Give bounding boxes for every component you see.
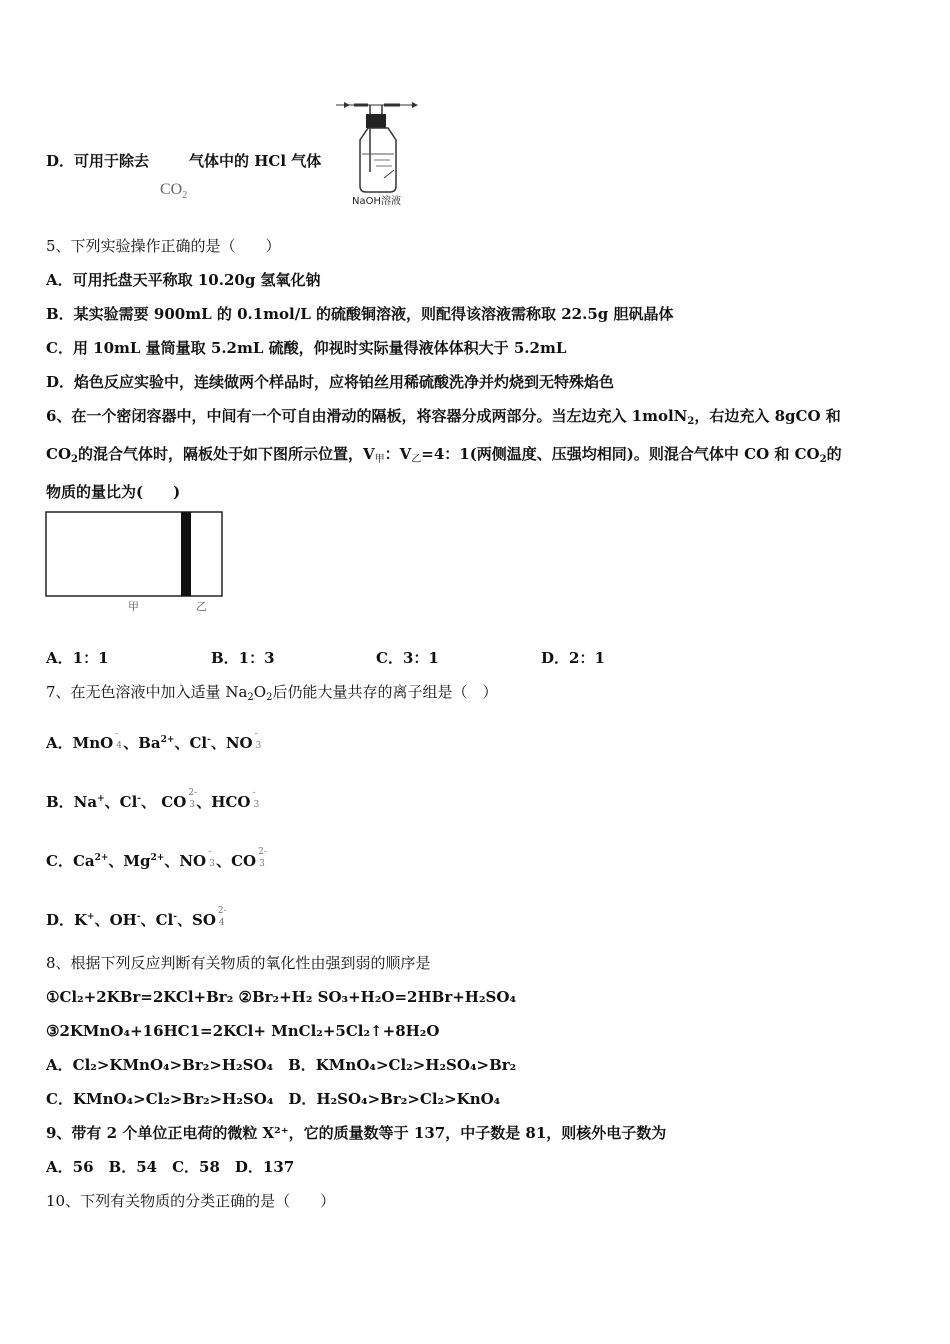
label-yi: 乙 — [196, 600, 207, 613]
q5-option-c: C．用 10mL 量筒量取 5.2mL 硫酸，仰视时实际量得液体体积大于 5.2mL — [46, 339, 567, 357]
q4-co2-label: $CO_2$ — [160, 181, 188, 201]
q5-stem: 5、下列实验操作正确的是（ ） — [46, 237, 281, 255]
q7-option-d: D．K+、OH-、Cl-、SO 2- 4 — [46, 906, 227, 929]
q6-line-3: 物质的量比为( ) — [46, 483, 181, 501]
naoh-solution-label: NaOH溶液 — [352, 196, 401, 207]
q8-options-cd: C．KMnO₄>Cl₂>Br₂>H₂SO₄ D．H₂SO₄>Br₂>Cl₂>KnO₄ — [46, 1090, 501, 1108]
q8-stem: 8、根据下列反应判断有关物质的氧化性由强到弱的顺序是 — [46, 954, 431, 972]
q7-stem: 7、在无色溶液中加入适量 $Na_2O_2$后仍能大量共存的离子组是（ ） — [46, 683, 498, 703]
gas-washing-bottle-diagram — [334, 96, 418, 208]
q5-option-d: D．焰色反应实验中，连续做两个样品时，应将铂丝用稀硫酸洗净并灼烧到无特殊焰色 — [46, 373, 615, 391]
q6-line-2: $CO_2$的混合气体时，隔板处于如下图所示位置，$V_甲$：$V_乙=4$：1(两侧温度、压强均相同)。则混合气体中 CO 和 $CO_2$的 — [46, 445, 842, 465]
q7-option-c: C．$Ca^{2+}$、$Mg^{2+}$、NO - 3 、CO 2- 3 — [46, 847, 267, 870]
q6-line-1: 6、在一个密闭容器中，中间有一个可自由滑动的隔板，将容器分成两部分。当左边充入 1molN$_2$，右边充入 8gCO 和 — [46, 407, 841, 427]
q6-option-b: B．1：3 — [211, 649, 275, 667]
q4-option-d: D．可用于除去 气体中的 HCl 气体 — [46, 152, 322, 170]
q6-option-d: D．2：1 — [541, 649, 605, 667]
q8-options-ab: A．Cl₂>KMnO₄>Br₂>H₂SO₄ B．KMnO₄>Cl₂>H₂SO₄>Br₂ — [46, 1056, 517, 1074]
q6-option-a: A．1：1 — [46, 649, 109, 667]
q9-stem: 9、带有 2 个单位正电荷的微粒 X²⁺，它的质量数等于 137，中子数是 81，则核外电子数为 — [46, 1124, 667, 1142]
q8-reaction-1-2: ①Cl₂+2KBr=2KCl+Br₂ ②Br₂+H₂ SO₃+H₂O=2HBr+H₂SO₄ — [46, 988, 517, 1006]
q7-option-b: B．Na+、Cl-、 CO 2- 3 、HCO - 3 — [46, 788, 260, 811]
q5-option-a: A．可用托盘天平称取 10.20g 氢氧化钠 — [46, 271, 321, 289]
q7-option-a: A．MnO - 4 、$Ba^{2+}$、Cl-、NO - 3 — [46, 729, 262, 752]
q10-stem: 10、下列有关物质的分类正确的是（ ） — [46, 1192, 336, 1210]
container-partition-diagram — [44, 510, 226, 614]
q5-option-b: B．某实验需要 900mL 的 0.1mol/L 的硫酸铜溶液，则配得该溶液需称取 22.5g 胆矾晶体 — [46, 305, 674, 323]
label-jia: 甲 — [128, 600, 139, 613]
q9-options: A．56 B．54 C．58 D．137 — [46, 1158, 295, 1176]
q8-reaction-3: ③2KMnO₄+16HC1=2KCl+ MnCl₂+5Cl₂↑+8H₂O — [46, 1022, 440, 1040]
q6-option-c: C．3：1 — [376, 649, 439, 667]
